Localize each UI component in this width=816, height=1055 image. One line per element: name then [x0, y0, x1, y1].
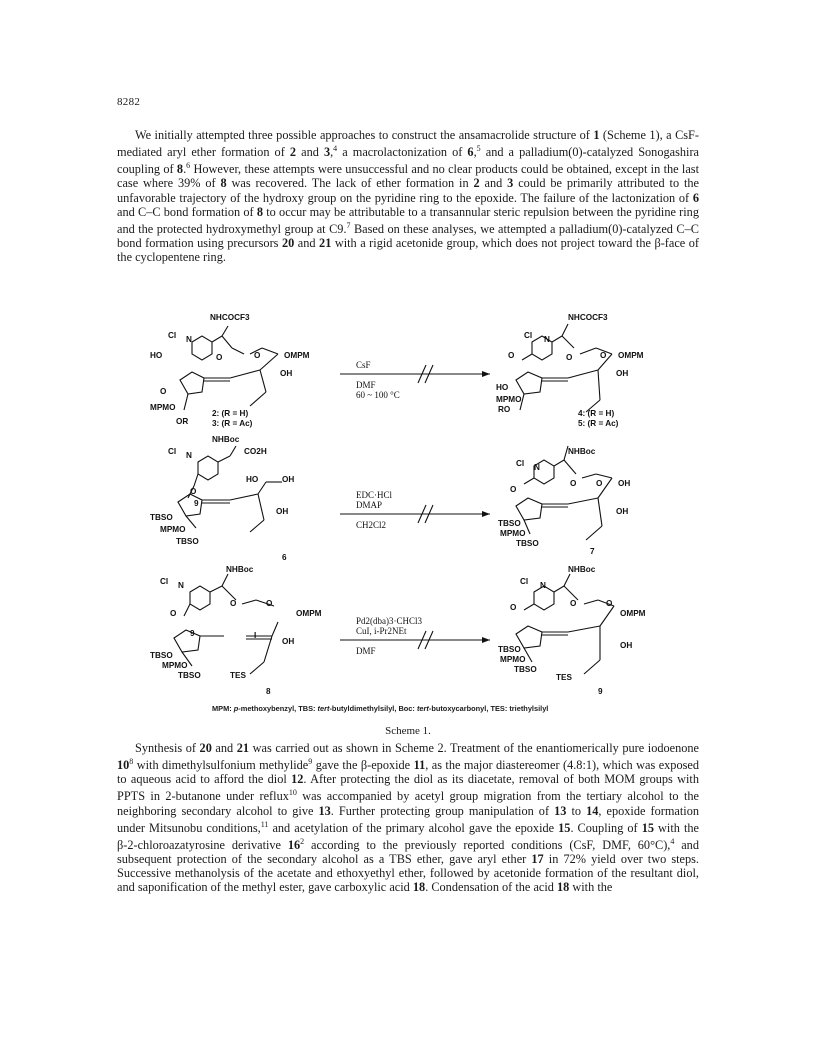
para1-segment: 3 — [323, 145, 331, 160]
para2-segment: , as the major diastereomer (4.8:1), which was exposed to aqueous acid to afford the diol — [117, 758, 700, 787]
para2-segment: 13 — [554, 803, 567, 818]
atom-label: 9 — [598, 687, 603, 696]
atom-label: OH — [616, 507, 629, 516]
atom-label: OH — [620, 641, 633, 650]
atom-label: Cl — [524, 331, 533, 340]
para2-segment: with the — [569, 880, 613, 895]
para2-segment: 16 — [287, 837, 301, 852]
atom-label: NHBoc — [226, 565, 254, 574]
para1-segment: Based on these analyses, we attempted a palladium(0)-catalyzed C–C bond formation using precursors — [117, 221, 699, 250]
atom-label: OH — [618, 479, 631, 488]
para2-segment: gave the β-epoxide — [312, 758, 414, 773]
atom-label: O — [566, 353, 573, 362]
atom-label: TBSO — [516, 539, 539, 548]
atom-label: O — [190, 487, 197, 496]
para2-segment: was carried out as shown in Scheme 2. Treatment of the enantiomerically pure iodoenone — [249, 741, 699, 755]
atom-label: TES — [556, 673, 572, 682]
atom-label: I — [254, 631, 257, 640]
para2-segment: with dimethylsulfonium methylide — [133, 758, 309, 773]
para2-segment: . Further protecting group manipulation of — [330, 803, 555, 818]
atom-label: N — [540, 581, 546, 590]
para1-segment: , — [330, 145, 334, 160]
para2-segment: 10 — [117, 758, 130, 773]
atom-label: Cl — [168, 447, 177, 456]
atom-label: OH — [276, 507, 289, 516]
atom-label: O — [508, 351, 515, 360]
compound-9-structure — [516, 574, 614, 674]
para2-segment: 17 — [531, 852, 544, 867]
page-number: 8282 — [117, 96, 141, 108]
atom-label: 7 — [590, 547, 595, 556]
atom-label: OMPM — [618, 351, 644, 360]
reference-superscript: 4 — [670, 836, 675, 846]
atom-label: O — [510, 485, 517, 494]
para1-segment: to occur may be attributable to a transannular steric repulsion between the pyridine ring and the protected hydroxymethyl group at C9. — [117, 204, 699, 236]
atom-label: O — [570, 479, 577, 488]
atom-label: MPMO — [500, 529, 526, 538]
reagent-label: CuI, i-Pr2NEt — [356, 626, 407, 636]
atom-label: HO — [246, 475, 259, 484]
para2-segment: with the β-2-chloroazatyrosine derivative — [117, 820, 699, 852]
atom-label: N — [534, 463, 540, 472]
atom-label: MPMO — [150, 403, 176, 412]
atom-label: 2: (R = H) — [212, 409, 249, 418]
para2-segment: 11 — [413, 758, 426, 773]
atom-label: N — [544, 335, 550, 344]
atom-label: OMPM — [296, 609, 322, 618]
reagent-label: CsF — [356, 360, 371, 370]
atom-label: Cl — [516, 459, 525, 468]
reagent-label: DMAP — [356, 500, 383, 510]
para1-segment: 8 — [220, 176, 227, 191]
reference-superscript: 7 — [346, 220, 351, 230]
atom-label: TBSO — [178, 671, 201, 680]
reagent-label: CH2Cl2 — [356, 520, 387, 530]
para1-segment: 1 — [593, 128, 600, 142]
atom-label: MPMO — [160, 525, 186, 534]
atom-label: OR — [176, 417, 189, 426]
atom-label: CO2H — [244, 447, 267, 456]
para1-segment: and — [296, 145, 324, 160]
atom-label: O — [600, 351, 607, 360]
para2-segment: 12 — [291, 772, 304, 787]
para2-segment: 18 — [557, 880, 570, 895]
atom-label: O — [170, 609, 177, 618]
reference-superscript: 8 — [129, 757, 134, 767]
compound-8-structure — [174, 574, 278, 674]
para1-segment: We initially attempted three possible approaches to construct the ansamacrolide structure of — [135, 128, 594, 142]
atom-label: N — [186, 335, 192, 344]
para1-segment: 8 — [256, 204, 263, 219]
para2-segment: Synthesis of — [135, 741, 200, 755]
reagent-label: DMF — [356, 646, 376, 656]
footnote-segment: tert — [416, 704, 429, 713]
para2-segment: 20 — [199, 741, 212, 755]
body-paragraph-synthesis — [117, 741, 699, 894]
atom-label: 9 — [190, 629, 195, 638]
reference-superscript: 9 — [308, 757, 313, 767]
atom-label: TBSO — [514, 665, 537, 674]
para2-segment: and subsequent protection of the secondary alcohol as a TBS ether, gave aryl ether — [117, 837, 699, 867]
atom-label: 6 — [282, 553, 287, 562]
para2-segment: 13 — [318, 803, 331, 818]
para1-segment: and — [479, 176, 508, 191]
reagent-label: 60 ~ 100 °C — [356, 390, 400, 400]
atom-label: O — [570, 599, 577, 608]
para1-segment: 2 — [473, 176, 480, 191]
atom-label: Cl — [520, 577, 529, 586]
atom-label: OMPM — [620, 609, 646, 618]
atom-label: 9 — [194, 499, 199, 508]
footnote-segment: MPM: — [212, 704, 234, 713]
reference-superscript: 11 — [260, 819, 269, 829]
para2-segment: and — [211, 741, 237, 755]
atom-label: OMPM — [284, 351, 310, 360]
atom-label: N — [186, 451, 192, 460]
para2-segment: 15 — [641, 820, 654, 835]
reference-superscript: 5 — [476, 144, 481, 154]
para1-segment: . — [183, 162, 187, 177]
para1-segment: 21 — [319, 235, 332, 250]
para2-segment: in 72% yield over two steps. Successive methanolysis of the acetate and ethoxyethyl ether, followed by acetonide formation of the resultant diol, and saponification of the methyl ester, gave carboxylic acid — [117, 852, 700, 895]
para1-segment: with a rigid acetonide group, which does not project toward the β-face of the cyclopentene ring. — [117, 235, 700, 265]
scheme-caption: Scheme 1. — [385, 725, 431, 737]
reference-superscript: 4 — [333, 144, 338, 154]
para1-segment: was recovered. The lack of ether formation in — [226, 176, 474, 191]
atom-label: OH — [282, 637, 295, 646]
atom-label: MPMO — [162, 661, 188, 670]
atom-label: MPMO — [496, 395, 522, 404]
atom-label: TBSO — [150, 513, 173, 522]
footnote-segment: -butyldimethylsilyl, Boc: — [329, 704, 417, 713]
atom-label: O — [606, 599, 613, 608]
para2-segment: 18 — [412, 880, 426, 895]
para1-segment: 3 — [507, 176, 514, 191]
atom-label: HO — [496, 383, 509, 392]
atom-label: 8 — [266, 687, 271, 696]
reagent-label: DMF — [356, 380, 376, 390]
para1-segment: and — [294, 235, 320, 250]
arrow-head — [482, 637, 490, 643]
footnote-segment: tert — [317, 704, 330, 713]
reagent-label: EDC·HCl — [356, 490, 392, 500]
atom-label: OH — [616, 369, 629, 378]
scheme-1-figure — [150, 314, 670, 709]
para1-segment: , — [473, 145, 477, 160]
atom-label: NHBoc — [212, 435, 240, 444]
para2-segment: to — [566, 803, 587, 818]
atom-label: 4: (R = H) — [578, 409, 615, 418]
para1-segment: 2 — [289, 145, 297, 160]
compound-2-3-structure — [180, 326, 278, 410]
reference-superscript: 10 — [288, 788, 297, 798]
para2-segment: 15 — [558, 820, 571, 835]
atom-label: TBSO — [498, 645, 521, 654]
arrow-head — [482, 371, 490, 377]
para2-segment: 14 — [586, 803, 599, 818]
footnote-segment: -methoxybenzyl, TBS: — [238, 704, 318, 713]
atom-label: O — [266, 599, 273, 608]
atom-label: O — [254, 351, 261, 360]
atom-label: O — [160, 387, 167, 396]
para2-segment: . Condensation of the acid — [425, 880, 558, 895]
atom-label: O — [230, 599, 237, 608]
para1-segment: could be primarily attributed to the unfavorable trajectory of the hydroxy group on the pyridine ring to the epoxide. The failure of the lactonization of — [117, 176, 699, 205]
para1-segment: and a palladium(0)-catalyzed Sonogashira coupling of — [117, 145, 699, 177]
atom-label: TBSO — [150, 651, 173, 660]
atom-label: O — [596, 479, 603, 488]
para1-segment: 6 — [467, 145, 474, 160]
para1-segment: However, these attempts were unsuccessful and no clear products could be obtained, except in the last case where 39% of — [117, 162, 699, 191]
atom-label: NHBoc — [568, 565, 596, 574]
atom-label: N — [178, 581, 184, 590]
footnote-segment: -butoxycarbonyl, TES: triethylsilyl — [428, 704, 549, 713]
atom-label: MPMO — [500, 655, 526, 664]
para2-segment: . After protecting the diol as its diacetate, removal of both MOM groups with PPTS in 2-butanone under reflux — [117, 772, 699, 804]
scheme-1-structures — [150, 314, 670, 709]
atom-label: HO — [150, 351, 163, 360]
para2-segment: was accompanied by acetyl group migration from the tertiary alcohol to the neighboring secondary alcohol to give — [117, 789, 699, 818]
para2-segment: . Coupling of — [570, 820, 642, 835]
para1-segment: 6 — [692, 190, 699, 205]
reagent-label: Pd2(dba)3·CHCl3 — [356, 616, 422, 626]
atom-label: Cl — [168, 331, 177, 340]
atom-label: O — [216, 353, 223, 362]
compound-7-structure — [516, 446, 612, 540]
para1-segment: a macrolactonization of — [337, 145, 468, 160]
atom-label: NHCOCF3 — [210, 314, 250, 322]
atom-label: 5: (R = Ac) — [578, 419, 619, 428]
para2-segment: and acetylation of the primary alcohol gave the epoxide — [268, 820, 559, 835]
atom-label: TBSO — [498, 519, 521, 528]
para2-segment: 21 — [236, 741, 250, 755]
para1-segment: 8 — [176, 162, 184, 177]
atom-label: 3: (R = Ac) — [212, 419, 253, 428]
atom-label: Cl — [160, 577, 169, 586]
reference-superscript: 2 — [300, 836, 305, 846]
atom-label: NHBoc — [568, 447, 596, 456]
atom-label: TBSO — [176, 537, 199, 546]
atom-label: NHCOCF3 — [568, 314, 608, 322]
body-paragraph-intro — [117, 128, 699, 264]
atom-label: O — [510, 603, 517, 612]
para1-segment: (Scheme 1), a CsF-mediated aryl ether formation of — [117, 128, 699, 160]
para2-segment: , epoxide formation under Mitsunobu conditions, — [117, 803, 699, 835]
footnote-segment: p — [233, 704, 239, 713]
atom-label: TES — [230, 671, 246, 680]
para1-segment: 20 — [281, 235, 295, 250]
para1-segment: and C–C bond formation of — [117, 204, 257, 219]
para2-segment: according to the previously reported conditions (CsF, DMF, 60°C), — [304, 837, 671, 852]
atom-label: OH — [280, 369, 293, 378]
atom-label: RO — [498, 405, 511, 414]
atom-label: OH — [282, 475, 295, 484]
reference-superscript: 6 — [186, 161, 191, 171]
arrow-head — [482, 511, 490, 517]
scheme-footnote-abbreviations — [212, 704, 548, 713]
